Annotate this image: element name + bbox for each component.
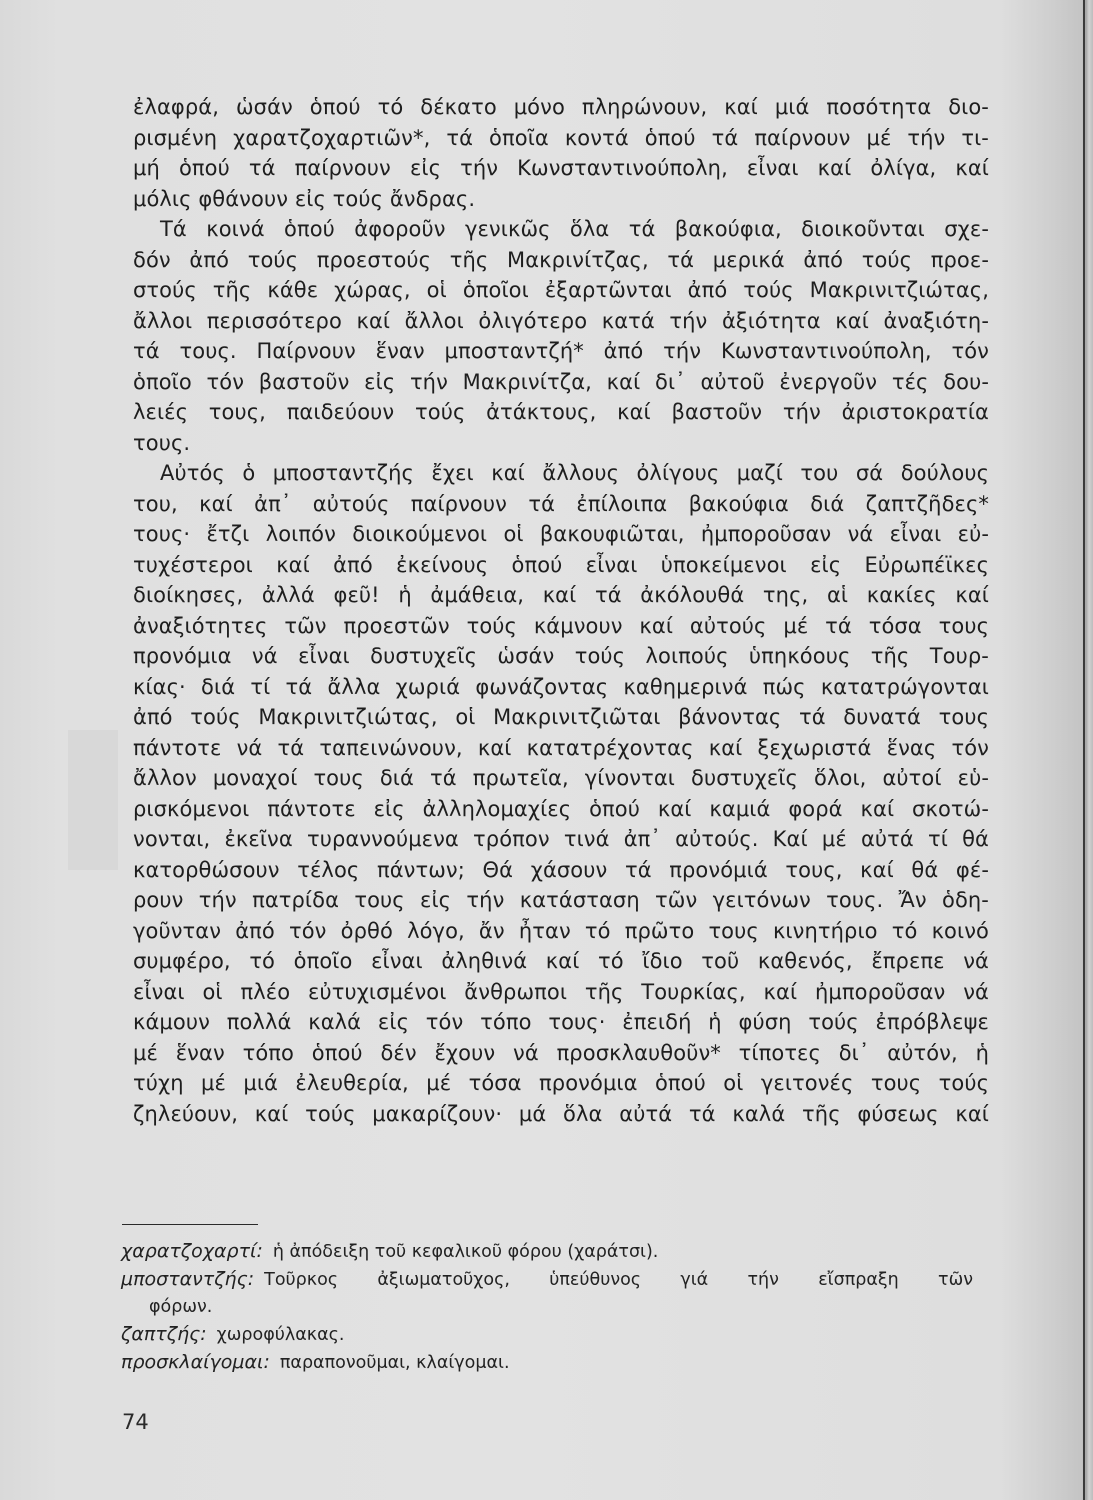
text-line: κάμουν πολλά καλά εἰς τόν τόπο τους· ἐπειδή ἡ φύση τούς ἐπρόβλεψε — [133, 1010, 989, 1034]
text-line: ἄλλοι περισσότερο καί ἄλλοι ὀλιγότερο κατά τήν ἀξιότητα καί ἀναξιότη- — [133, 308, 989, 333]
text-line: λειές τους, παιδεύουν τούς ἀτάκτους, καί βαστοῦν τήν ἀριστοκρατία — [133, 400, 989, 424]
footnote-divider — [122, 1224, 258, 1225]
text-line: μόλις φθάνουν εἰς τούς ἄνδρας. — [133, 186, 476, 211]
footnote-term: μποσταντζής: — [121, 1268, 255, 1290]
text-line: μή ὁπού τά παίρνουν εἰς τήν Κωνσταντινούπολη, εἶναι καί ὀλίγα, καί — [133, 156, 989, 180]
text-line: μέ ἕναν τόπο ὁπού δέν ἔχουν νά προσκλαυθοῦν* τίποτες δι᾽ αὐτόν, ἡ — [133, 1040, 989, 1065]
text-line: του, καί ἀπ᾽ αὐτούς παίρνουν τά ἐπίλοιπα βακούφια διά ζαπτζῆδες* — [133, 491, 989, 516]
footnote-zaptzis — [121, 1321, 973, 1349]
footnote-charatzochartis — [121, 1238, 973, 1266]
text-line: ἀναξιότητες τῶν προεστῶν τούς κάμνουν καί αὐτούς μέ τά τόσα τους — [133, 613, 989, 638]
text-line: ρουν τήν πατρίδα τους εἰς τήν κατάσταση τῶν γειτόνων τους. Ἄν ὁδη- — [133, 888, 989, 912]
text-line: τύχη μέ μιά ἐλευθερία, μέ τόσα προνόμια ὁπού οἱ γειτονές τους τούς — [133, 1071, 989, 1095]
bleed-through-shadow — [68, 730, 118, 870]
footnote-mpostantzis — [121, 1266, 973, 1321]
footnote-term: ζαπτζής: — [121, 1323, 207, 1345]
text-line: κατορθώσουν τέλος πάντων; Θά χάσουν τά προνόμιά τους, καί θά φέ- — [133, 857, 989, 882]
text-line: στούς τῆς κάθε χώρας, οἱ ὁποῖοι ἐξαρτῶνται ἀπό τούς Μακρινιτζιώτας, — [133, 278, 989, 302]
text-line: κίας· διά τί τά ἄλλα χωριά φωνάζοντας καθημερινά πώς κατατρώγονται — [133, 674, 989, 699]
text-line: ζηλεύουν, καί τούς μακαρίζουν· μά ὅλα αὐτά τά καλά τῆς φύσεως καί — [133, 1101, 989, 1126]
text-line: ἐλαφρά, ὡσάν ὁπού τό δέκατο μόνο πληρώνουν, καί μιά ποσότητα διο- — [133, 95, 989, 119]
footnote-definition: παραπονοῦμαι, κλαίγομαι. — [279, 1353, 510, 1373]
text-line: τυχέστεροι καί ἀπό ἐκείνους ὁπού εἶναι ὑποκείμενοι εἰς Εὐρωπέϊκες — [133, 552, 989, 577]
text-line: τά τους. Παίρνουν ἕναν μποσταντζή* ἀπό τήν Κωνσταντινούπολη, τόν — [133, 339, 989, 363]
footnote-definition: χωροφύλακας. — [216, 1325, 345, 1345]
footnote-definition: Τοῦρκος ἀξιωματοῦχος, ὑπεύθυνος γιά τήν εἴσπραξη τῶν — [264, 1270, 973, 1290]
text-line: ὁποῖο τόν βαστοῦν εἰς τήν Μακρινίτζα, καί δι᾽ αὐτοῦ ἐνεργοῦν τές δου- — [133, 369, 989, 394]
page-number: 74 — [122, 1410, 149, 1434]
text-line: τους. — [133, 430, 191, 455]
footnotes — [121, 1238, 973, 1377]
text-line: προνόμια νά εἶναι δυστυχεῖς ὡσάν τούς λοιπούς ὑπηκόους τῆς Τουρ- — [133, 644, 989, 668]
footnote-definition: ἡ ἀπόδειξη τοῦ κεφαλικοῦ φόρου (χαράτσι). — [272, 1242, 659, 1262]
text-line: εἶναι οἱ πλέο εὐτυχισμένοι ἄνθρωποι τῆς Τουρκίας, καί ἠμποροῦσαν νά — [133, 979, 989, 1004]
footnote-prosklaigomai — [121, 1349, 973, 1377]
text-line: τους· ἔτζι λοιπόν διοικούμενοι οἱ βακουφιῶται, ἠμποροῦσαν νά εἶναι εὐ- — [133, 522, 989, 546]
text-line: διοίκησες, ἀλλά φεῦ! ἡ ἀμάθεια, καί τά ἀκόλουθά της, αἱ κακίες καί — [133, 583, 989, 607]
footnote-term: προσκλαίγομαι: — [121, 1351, 270, 1373]
text-line: ἄλλον μοναχοί τους διά τά πρωτεῖα, γίνονται δυστυχεῖς ὅλοι, αὐτοί εὑ- — [133, 766, 989, 790]
page-gutter-edge — [1083, 0, 1085, 1500]
text-line: ἀπό τούς Μακρινιτζιώτας, οἱ Μακρινιτζιῶται βάνοντας τά δυνατά τους — [133, 705, 989, 729]
text-line: Αὐτός ὁ μποσταντζής ἔχει καί ἄλλους ὀλίγους μαζί του σά δούλους — [160, 461, 989, 485]
text-line: νονται, ἐκεῖνα τυραννούμενα τρόπον τινά ἀπ᾽ αὐτούς. Καί μέ αὐτά τί θά — [133, 827, 989, 851]
footnote-continuation: φόρων. — [149, 1297, 213, 1317]
text-line: δόν ἀπό τούς προεστούς τῆς Μακρινίτζας, τά μερικά ἀπό τούς προε- — [133, 247, 989, 272]
footnote-term: χαρατζοχαρτί: — [121, 1240, 263, 1262]
text-line: ρισμένη χαρατζοχαρτιῶν*, τά ὁποῖα κοντά ὁπού τά παίρνουν μέ τήν τι- — [133, 125, 989, 150]
text-line: πάντοτε νά τά ταπεινώνουν, καί κατατρέχοντας καί ξεχωριστά ἕνας τόν — [133, 735, 989, 760]
text-line: συμφέρο, τό ὁποῖο εἶναι ἀληθινά καί τό ἴδιο τοῦ καθενός, ἔπρεπε νά — [133, 949, 989, 973]
text-line: ρισκόμενοι πάντοτε εἰς ἀλληλομαχίες ὁπού καί καμιά φορά καί σκοτώ- — [133, 796, 989, 821]
text-line: Τά κοινά ὁπού ἀφοροῦν γενικῶς ὅλα τά βακούφια, διοικοῦνται σχε- — [160, 217, 989, 241]
body-text — [133, 92, 989, 1129]
text-line: γοῦνταν ἀπό τόν ὀρθό λόγο, ἄν ἦταν τό πρῶτο τους κινητήριο τό κοινό — [133, 918, 989, 943]
